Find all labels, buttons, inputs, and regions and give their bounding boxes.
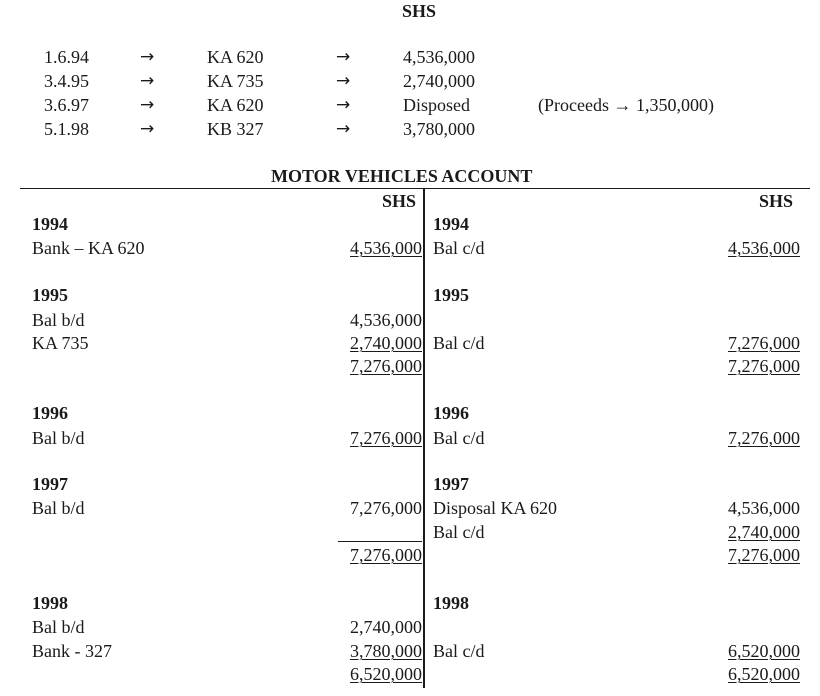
purchase-vehicle: KB 327	[207, 119, 264, 139]
arrow-icon: →	[336, 71, 351, 91]
credit-entry-amount: 4,536,000	[728, 238, 800, 258]
total-rule	[338, 541, 422, 542]
arrow-icon: →	[336, 47, 351, 67]
currency-heading: SHS	[402, 1, 437, 21]
purchase-amount: 3,780,000	[403, 119, 475, 139]
debit-year: 1995	[32, 285, 68, 305]
credit-entry-amount: 6,520,000	[728, 641, 800, 661]
purchase-vehicle: KA 620	[207, 95, 264, 115]
debit-entry-label: Bank - 327	[32, 641, 112, 661]
debit-entry-label: Bal b/d	[32, 428, 85, 448]
purchase-date: 5.1.98	[44, 119, 89, 139]
arrow-icon: →	[140, 71, 155, 91]
credit-year: 1997	[433, 474, 469, 494]
debit-entry-amount: 7,276,000	[350, 428, 422, 448]
debit-entry-label: KA 735	[32, 333, 89, 353]
arrow-icon: →	[140, 47, 155, 67]
credit-entry-label: Bal c/d	[433, 522, 485, 542]
credit-entry-label: Bal c/d	[433, 428, 485, 448]
debit-entry-label: Bal b/d	[32, 617, 85, 637]
arrow-icon: →	[336, 119, 351, 139]
debit-currency: SHS	[382, 191, 417, 211]
credit-year: 1996	[433, 403, 469, 423]
t-account-top-rule	[20, 188, 810, 189]
debit-entry-amount: 4,536,000	[350, 310, 422, 330]
debit-entry-amount: 4,536,000	[350, 238, 422, 258]
arrow-icon: →	[140, 95, 155, 115]
debit-year: 1997	[32, 474, 68, 494]
credit-entry-amount: 7,276,000	[728, 428, 800, 448]
debit-entry-label: Bal b/d	[32, 310, 85, 330]
purchase-date: 3.6.97	[44, 95, 89, 115]
credit-total: 7,276,000	[728, 545, 800, 565]
debit-total: 7,276,000	[350, 545, 422, 565]
debit-year: 1996	[32, 403, 68, 423]
credit-entry-amount: 4,536,000	[728, 498, 800, 518]
purchase-amount: 2,740,000	[403, 71, 475, 91]
credit-entry-label: Disposal KA 620	[433, 498, 558, 518]
purchase-vehicle: KA 735	[207, 71, 264, 91]
credit-year: 1995	[433, 285, 469, 305]
purchase-amount: Disposed	[403, 95, 470, 115]
credit-entry-label: Bal c/d	[433, 238, 485, 258]
debit-entry-label: Bank – KA 620	[32, 238, 145, 258]
debit-entry-amount: 7,276,000	[350, 498, 422, 518]
debit-entry-label: Bal b/d	[32, 498, 85, 518]
purchase-amount: 4,536,000	[403, 47, 475, 67]
debit-entry-amount: 3,780,000	[350, 641, 422, 661]
credit-entry-amount: 2,740,000	[728, 522, 800, 542]
proceeds-note: (Proceeds → 1,350,000)	[538, 95, 714, 115]
purchase-date: 3.4.95	[44, 71, 89, 91]
credit-entry-label: Bal c/d	[433, 641, 485, 661]
purchase-vehicle: KA 620	[207, 47, 264, 67]
credit-total: 6,520,000	[728, 664, 800, 684]
account-title: MOTOR VEHICLES ACCOUNT	[271, 166, 533, 186]
purchase-date: 1.6.94	[44, 47, 89, 67]
debit-total: 6,520,000	[350, 664, 422, 684]
credit-year: 1994	[433, 214, 469, 234]
credit-entry-amount: 7,276,000	[728, 333, 800, 353]
debit-year: 1994	[32, 214, 68, 234]
t-account-center-rule	[423, 188, 425, 688]
arrow-icon: →	[140, 119, 155, 139]
credit-total: 7,276,000	[728, 356, 800, 376]
debit-year: 1998	[32, 593, 68, 613]
debit-entry-amount: 2,740,000	[350, 617, 422, 637]
credit-year: 1998	[433, 593, 469, 613]
arrow-icon: →	[336, 95, 351, 115]
credit-currency: SHS	[759, 191, 794, 211]
debit-total: 7,276,000	[350, 356, 422, 376]
credit-entry-label: Bal c/d	[433, 333, 485, 353]
debit-entry-amount: 2,740,000	[350, 333, 422, 353]
